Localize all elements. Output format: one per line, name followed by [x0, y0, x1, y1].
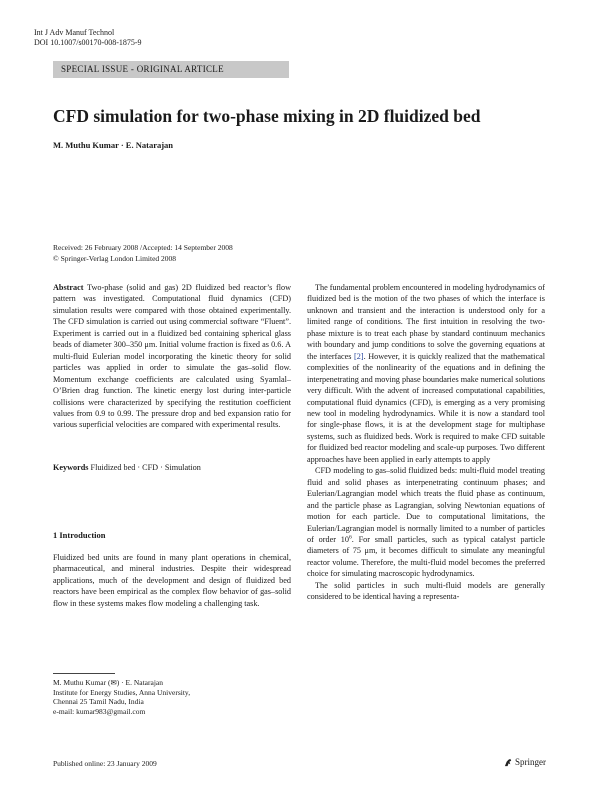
- springer-horse-icon: [504, 758, 513, 767]
- paragraph-2-text-a: CFD modeling to gas–solid fluidized beds: multi-fluid model treating fluid and solid phases as interpenetrating continuum phases; and Eulerian/Lagrangian model which treats the fluid phase as continuum, and the particle phase as Lagrangian, solving Newtonian equations of motion for each particle. Due to computational limitations, the Eulerian/Lagrangian model is normally limited to a number of particles of order 10: [307, 466, 545, 544]
- footnote-rule: [53, 673, 115, 674]
- paper-title: CFD simulation for two-phase mixing in 2D fluidized bed: [53, 106, 481, 126]
- issue-banner: [53, 61, 289, 78]
- paragraph-1-text-b: . However, it is quickly realized that the mathematical complexities of the nonlinearity of the equations and in defining the interpenetrating and moving phase boundaries make numerical solutions very difficult. With the advent of increased computational capabilities, computational fluid dynamics (CFD), is emerging as a very promising new tool in modeling hydrodynamics. While it is now a standard tool for single-phase flows, it is at the development stage for multiphase systems, such as fluidized beds. Work is required to make CFD suitable for fluidized bed reactor modeling and scale-up purposes. Two different approaches have been applied in early attempts to apply: [307, 351, 545, 464]
- journal-name: Int J Adv Manuf Technol: [34, 28, 115, 37]
- journal-header: [34, 28, 142, 48]
- paper-authors: M. Muthu Kumar · E. Natarajan: [53, 140, 174, 150]
- abstract: [53, 282, 291, 431]
- paragraph-1-text-a: The fundamental problem encountered in modeling hydrodynamics of fluidized bed is the motion of the two phases of which the interface is unknown and transient and the interaction is understood only for a limited range of conditions. The first intuition in resolving the two-phase mixture is to treat each phase by standard continuum mechanics with boundary and jump conditions to solve the governing equations at the interfaces: [307, 283, 545, 361]
- issue-label: SPECIAL ISSUE - ORIGINAL ARTICLE: [61, 64, 224, 74]
- copyright-line: © Springer-Verlag London Limited 2008: [53, 254, 177, 263]
- affiliation: [53, 678, 190, 716]
- abstract-label: Abstract: [53, 283, 84, 292]
- exponent: 6: [348, 534, 352, 541]
- affiliation-authors: M. Muthu Kumar (✉) · E. Natarajan: [53, 678, 164, 687]
- keywords-text: Fluidized bed · CFD · Simulation: [90, 463, 201, 472]
- right-column: [307, 282, 545, 603]
- received-dates: Received: 26 February 2008 /Accepted: 14 September 2008: [53, 243, 233, 252]
- paragraph-3: The solid particles in such multi-fluid models are generally considered to be identical having a representa-: [307, 580, 545, 602]
- intro-paragraph: Fluidized bed units are found in many plant operations in chemical, pharmaceutical, and mineral industries. Despite their widespread applications, much of the development and design of fluidized bed reactors have been empirical as the complex flow behavior of gas–solid flow in these systems makes flow modeling a challenging task.: [53, 553, 291, 608]
- intro-heading: 1 Introduction: [53, 530, 106, 540]
- affiliation-institute: Institute for Energy Studies, Anna University,: [53, 687, 191, 697]
- paragraph-1: [307, 282, 545, 465]
- publisher-logo: [504, 757, 546, 767]
- publisher-name: Springer: [515, 757, 546, 767]
- affiliation-email[interactable]: e-mail: kumar983@gmail.com: [53, 706, 146, 716]
- received-block: [53, 242, 233, 264]
- paragraph-2: [307, 465, 545, 580]
- published-online: Published online: 23 January 2009: [53, 759, 157, 768]
- journal-doi: DOI 10.1007/s00170-008-1875-9: [34, 38, 142, 47]
- keywords-label: Keywords: [53, 463, 89, 472]
- affiliation-city: Chennai 25 Tamil Nadu, India: [53, 697, 144, 706]
- keywords: [53, 462, 291, 473]
- citation-link[interactable]: [2]: [354, 351, 364, 361]
- paragraph-2-text-b: . For small particles, such as typical catalyst particle diameters of 75 μm, it becomes difficult to simulate any meaningful reactor volume. Therefore, the multi-fluid model becomes the preferred choice for simulating macroscopic hydrodynamics.: [307, 534, 545, 579]
- abstract-text: Two-phase (solid and gas) 2D fluidized bed reactor’s flow pattern was investigated. Computational fluid dynamics (CFD) simulation results were compared with those obtained experimentally. The CFD simulation is carried out using commercial software “Fluent”. Experiment is carried out in a fluidized bed containing spherical glass beads of diameter 300–350 μm. Initial volume fraction is fixed as 0.6. A multi-fluid Eulerian model incorporating the kinetic theory for solid particles was applied in order to simulate the gas–solid flow. Momentum exchange coefficients are calculated using Syamlal–O’Brien drag function. The kinetic energy lost during inter-particle collisions were characterized by specifying the restitution coefficient values from 0.9 to 0.99. The pressure drop and bed expansion ratio for various superficial velocities are compared with experimental results.: [53, 283, 291, 430]
